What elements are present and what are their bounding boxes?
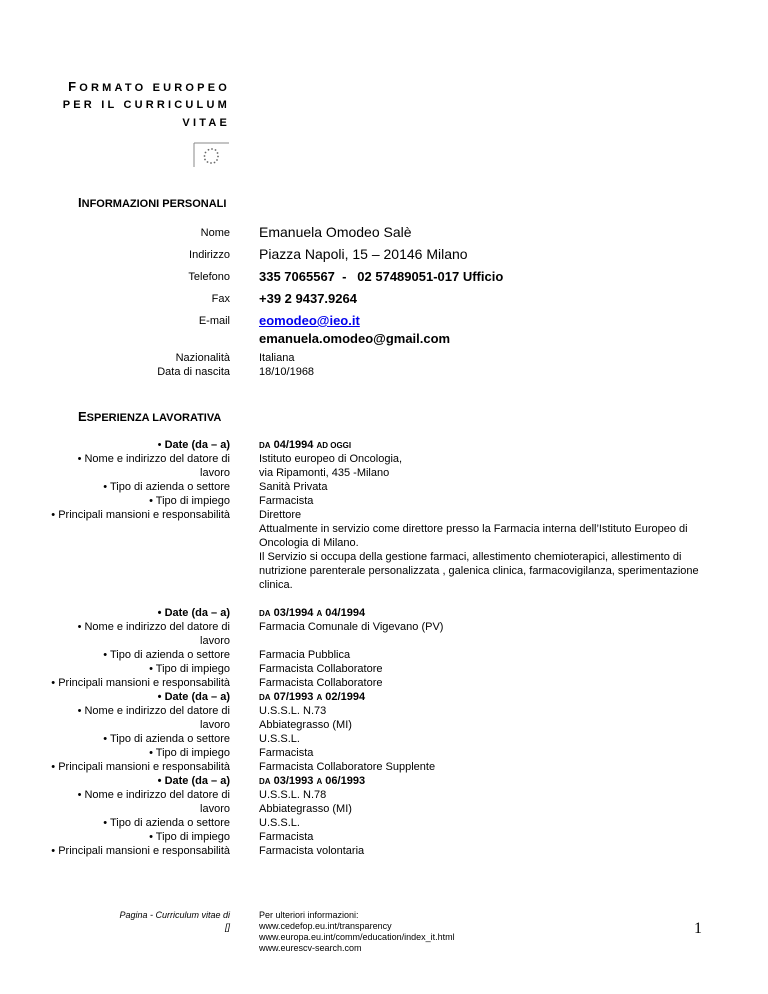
eu-flag-icon — [193, 142, 230, 168]
label-birthdate: Data di nascita — [157, 366, 230, 378]
label-sector: • Tipo di azienda o settore — [103, 733, 230, 745]
label-phone: Telefono — [188, 271, 230, 283]
job-4-type: Farmacista — [259, 831, 314, 843]
job-1-employer-address: via Ripamonti, 435 -Milano — [259, 467, 390, 479]
job-1-sector: Sanità Privata — [259, 481, 328, 493]
value-fax: +39 2 9437.9264 — [259, 291, 357, 306]
job-1-date: DA 04/1994 AD OGGI — [259, 439, 352, 451]
job-3-date: DA 07/1993 A 02/1994 — [259, 691, 366, 703]
label-fax: Fax — [211, 293, 230, 305]
label-employer: • Nome e indirizzo del datore di lavoro — [77, 621, 230, 647]
job-4-employer: U.S.S.L. N.78 — [259, 789, 327, 801]
job-4-date: DA 03/1993 A 06/1993 — [259, 775, 366, 787]
label-job-type: • Tipo di impiego — [149, 831, 230, 843]
label-sector: • Tipo di azienda o settore — [103, 649, 230, 661]
cv-title-line3: VITAE — [182, 117, 230, 129]
value-name: Emanuela Omodeo Salè — [259, 224, 412, 240]
cv-title-line1: FORMATO EUROPEO — [68, 79, 230, 94]
job-3-employer-address: Abbiategrasso (MI) — [259, 719, 352, 731]
job-4-employer-address: Abbiategrasso (MI) — [259, 803, 352, 815]
job-1-duties: Direttore — [259, 509, 302, 521]
label-name: Nome — [200, 227, 230, 239]
job-4-sector: U.S.S.L. — [259, 817, 300, 829]
job-3-employer: U.S.S.L. N.73 — [259, 705, 327, 717]
value-birthdate: 18/10/1968 — [259, 366, 315, 378]
email-link[interactable]: eomodeo@ieo.it — [259, 313, 360, 328]
label-duties: • Principali mansioni e responsabilità — [51, 509, 230, 521]
label-employer: • Nome e indirizzo del datore di lavoro — [77, 705, 230, 731]
job-2-sector: Farmacia Pubblica — [259, 649, 351, 661]
job-1-description: Attualmente in servizio come direttore presso la Farmacia interna dell’Istituto Europeo di Oncologia di Milano. — [259, 523, 688, 549]
job-2-date: DA 03/1994 A 04/1994 — [259, 607, 366, 619]
label-date: • Date (da – a) — [157, 439, 230, 451]
label-sector: • Tipo di azienda o settore — [103, 481, 230, 493]
job-1-description-service: Il Servizio si occupa della gestione farmaci, allestimento chemioterapici, allestimento di nutrizione parenterale personalizzata , galenica clinica, farmacovigilanza, sperimentazione clinica. — [259, 551, 699, 591]
job-4-duties: Farmacista volontaria — [259, 845, 365, 857]
label-address: Indirizzo — [189, 249, 230, 261]
job-1-type: Farmacista — [259, 495, 314, 507]
job-3-duties: Farmacista Collaboratore Supplente — [259, 761, 436, 773]
page-number: 1 — [694, 920, 702, 937]
value-email-secondary: emanuela.omodeo@gmail.com — [259, 331, 451, 346]
job-2-employer: Farmacia Comunale di Vigevano (PV) — [259, 621, 444, 633]
job-3-type: Farmacista — [259, 747, 314, 759]
footer-link-europa[interactable]: www.europa.eu.int/comm/education/index_it.html — [259, 932, 455, 942]
label-job-type: • Tipo di impiego — [149, 747, 230, 759]
footer-link-eurescv[interactable]: www.eurescv-search.com — [259, 943, 362, 953]
footer-info-title: Per ulteriori informazioni: — [259, 910, 359, 920]
value-phone: 335 7065567 - 02 57489051-017 Ufficio — [259, 269, 504, 284]
label-employer: • Nome e indirizzo del datore di lavoro — [77, 789, 230, 815]
label-job-type: • Tipo di impiego — [149, 495, 230, 507]
job-2-type: Farmacista Collaboratore — [259, 663, 383, 675]
label-employer: • Nome e indirizzo del datore di lavoro — [77, 453, 230, 479]
value-nationality: Italiana — [259, 352, 295, 364]
section-work-experience: ESPERIENZA LAVORATIVA — [78, 409, 222, 424]
value-address: Piazza Napoli, 15 – 20146 Milano — [259, 246, 468, 262]
label-nationality: Nazionalità — [175, 352, 230, 364]
label-job-type: • Tipo di impiego — [149, 663, 230, 675]
job-2-duties: Farmacista Collaboratore — [259, 677, 383, 689]
label-date: • Date (da – a) — [157, 607, 230, 619]
label-duties: • Principali mansioni e responsabilità — [51, 677, 230, 689]
label-duties: • Principali mansioni e responsabilità — [51, 845, 230, 857]
section-personal-info: INFORMAZIONI PERSONALI — [78, 195, 227, 210]
label-date: • Date (da – a) — [157, 775, 230, 787]
footer-link-cedefop[interactable]: www.cedefop.eu.int/transparency — [259, 921, 392, 931]
job-1-employer: Istituto europeo di Oncologia, — [259, 453, 403, 465]
footer-placeholder: [] — [224, 922, 230, 932]
label-sector: • Tipo di azienda o settore — [103, 817, 230, 829]
cv-title-line2: PER IL CURRICULUM — [62, 99, 230, 111]
job-3-sector: U.S.S.L. — [259, 733, 300, 745]
label-date: • Date (da – a) — [157, 691, 230, 703]
footer-page-label: Pagina - Curriculum vitae di — [119, 910, 230, 920]
label-duties: • Principali mansioni e responsabilità — [51, 761, 230, 773]
label-email: E-mail — [198, 315, 230, 327]
